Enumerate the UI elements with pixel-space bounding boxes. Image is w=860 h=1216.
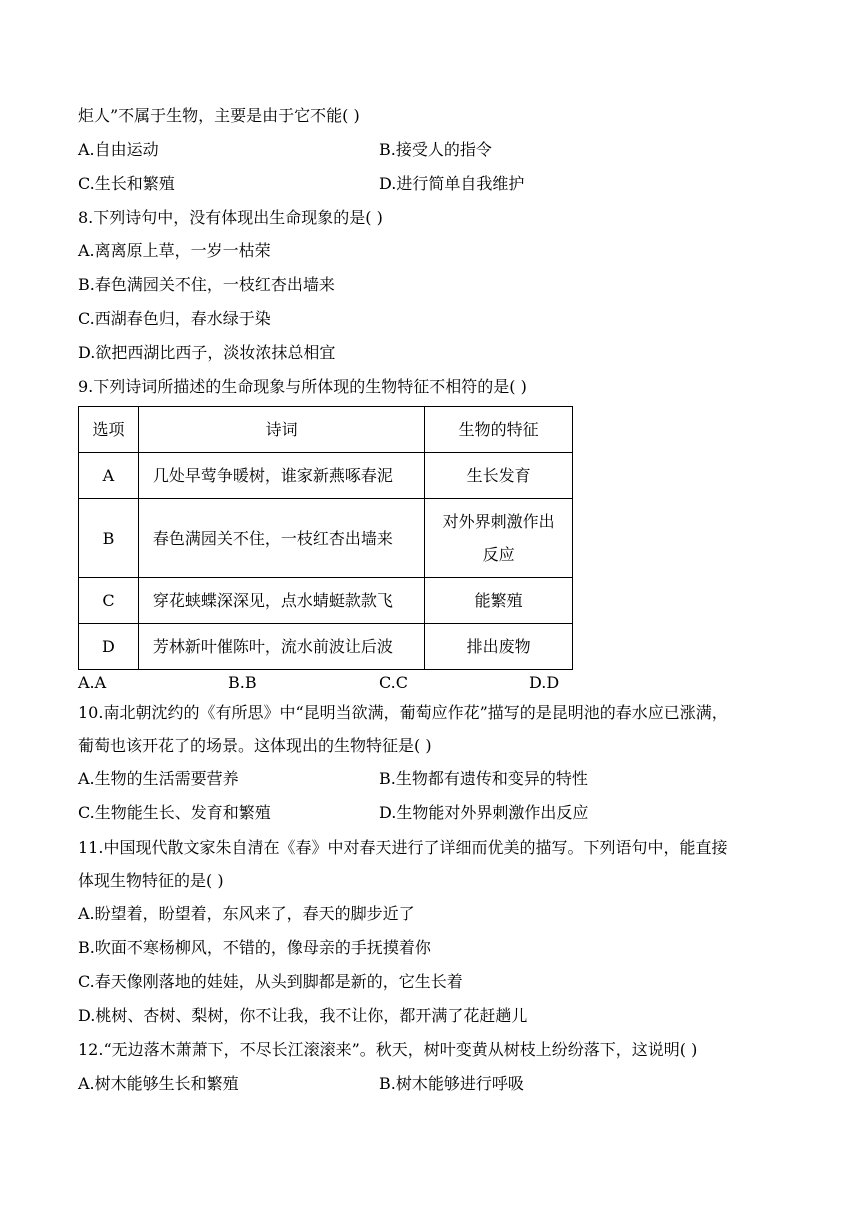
q11-option-b: B.吹面不寒杨柳风，不错的，像母亲的手抚摸着你 [78,938,431,957]
q8-option-d: D.欲把西湖比西子，淡妆浓抹总相宜 [78,343,336,362]
q7-option-c: C.生长和繁殖 [78,174,175,193]
row-poem: 春色满园关不住，一枝红杏出墙来 [138,499,424,578]
row-option: A [79,453,139,499]
q9-option-a: A.A [78,673,107,692]
row-option: B [79,499,139,578]
table-header-row [79,407,573,453]
q10-stem-line-2: 葡萄也该开花了的场景。这体现出的生物特征是( ) [78,736,432,755]
row-poem: 芳林新叶催陈叶，流水前波让后波 [138,624,424,670]
q10-option-a: A.生物的生活需要营养 [78,769,239,788]
q10-option-c: C.生物能生长、发育和繁殖 [78,803,271,822]
row-feature-line-2: 反应 [482,545,515,564]
q7-option-a: A.自由运动 [78,140,159,159]
q7-option-b: B.接受人的指令 [379,140,492,159]
q8-stem: 8.下列诗句中，没有体现出生命现象的是( ) [78,208,383,227]
header-option: 选项 [79,407,139,453]
q8-option-c: C.西湖春色归，春水绿于染 [78,309,271,328]
q7-stem-tail: 炬人”不属于生物，主要是由于它不能( ) [78,106,360,125]
q8-option-a: A.离离原上草，一岁一枯荣 [78,241,271,260]
q12-option-b: B.树木能够进行呼吸 [379,1074,524,1093]
row-feature [425,499,573,578]
q12-option-a: A.树木能够生长和繁殖 [78,1074,239,1093]
table-row [79,624,573,670]
q9-option-b: B.B [228,673,257,692]
table-row [79,578,573,624]
row-feature: 生长发育 [425,453,573,499]
row-feature: 能繁殖 [425,578,573,624]
q7-option-d: D.进行简单自我维护 [379,174,525,193]
q11-stem-line-2: 体现生物特征的是( ) [78,871,224,890]
row-option: D [79,624,139,670]
q9-option-c: C.C [379,673,408,692]
row-feature-line-1: 对外界刺激作出 [442,512,555,531]
row-poem: 几处早莺争暖树，谁家新燕啄春泥 [138,453,424,499]
table-row [79,453,573,499]
q10-option-b: B.生物都有遗传和变异的特性 [379,769,588,788]
row-feature: 排出废物 [425,624,573,670]
q11-option-d: D.桃树、杏树、梨树，你不让我，我不让你，都开满了花赶趟儿 [78,1006,528,1025]
table-row [79,499,573,578]
row-option: C [79,578,139,624]
row-poem: 穿花蛱蝶深深见，点水蜻蜓款款飞 [138,578,424,624]
q9-table [78,406,573,670]
q8-option-b: B.春色满园关不住，一枝红杏出墙来 [78,275,335,294]
q9-stem: 9.下列诗词所描述的生命现象与所体现的生物特征不相符的是( ) [78,377,527,396]
header-feature: 生物的特征 [425,407,573,453]
q10-stem-line-1: 10.南北朝沈约的《有所思》中“昆明当欲满，葡萄应作花”描写的是昆明池的春水应已涨满， [78,703,728,722]
q11-option-a: A.盼望着，盼望着，东风来了，春天的脚步近了 [78,904,415,923]
q10-option-d: D.生物能对外界刺激作出反应 [379,803,589,822]
q9-option-d: D.D [529,673,560,692]
q11-option-c: C.春天像刚落地的娃娃，从头到脚都是新的，它生长着 [78,972,463,991]
q12-stem: 12.“无边落木萧萧下，不尽长江滚滚来”。秋天，树叶变黄从树枝上纷纷落下，这说明( ) [78,1040,698,1059]
header-poem: 诗词 [138,407,424,453]
q11-stem-line-1: 11.中国现代散文家朱自清在《春》中对春天进行了详细而优美的描写。下列语句中，能直接 [78,838,728,857]
